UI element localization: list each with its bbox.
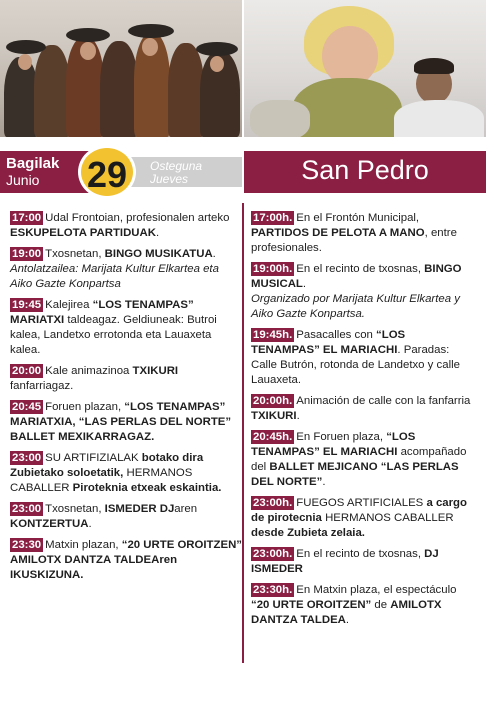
month-es: Junio [6, 172, 40, 188]
event-item [251, 394, 476, 424]
arm [250, 100, 310, 137]
weekday-es: Jueves [150, 172, 189, 186]
event-item [251, 583, 476, 628]
event-highlight: “LOS TENAMPAS” EL MARIACHI [251, 431, 416, 458]
event-item [10, 364, 242, 394]
face [18, 54, 32, 70]
event-item [251, 547, 476, 577]
event-text: FUEGOS ARTIFICIALES [296, 497, 424, 509]
event-item [10, 502, 242, 532]
event-time: 20:00h. [253, 395, 293, 407]
event-item [10, 538, 242, 583]
event-text: Foruen plazan, [45, 401, 125, 413]
event-text: Pasacalles con [296, 329, 377, 341]
event-highlight: DJ ISMEDER [251, 548, 439, 575]
event-highlight: desde Zubieta zelaia. [251, 527, 365, 539]
column-divider [242, 203, 244, 663]
event-time: 19:45 [12, 299, 42, 311]
event-text: . [155, 227, 160, 239]
event-text: acompañado del [251, 446, 467, 473]
sombrero-icon [196, 42, 238, 56]
event-text: En el Frontón Municipal, [296, 212, 420, 224]
event-time: 17:00h. [253, 212, 293, 224]
day-number: 29 [78, 145, 136, 199]
event-item [251, 496, 476, 541]
mariachi-figure [100, 41, 138, 137]
event-text: fanfarriagaz. [10, 380, 74, 392]
event-text: En el recinto de txosnas, [296, 548, 425, 560]
event-item [251, 211, 476, 256]
event-highlight: ESKUPELOTA PARTIDUAK [10, 227, 156, 239]
event-time: 23:00 [12, 503, 42, 515]
event-text: aren [174, 503, 198, 515]
events-eu [10, 211, 242, 589]
event-time: 20:00 [12, 365, 42, 377]
month-eu: Bagilak [6, 155, 60, 172]
event-text: , entre profesionales. [251, 227, 457, 254]
event-time: 17:00 [12, 212, 42, 224]
event-time: 19:00h. [253, 263, 293, 275]
event-item [10, 298, 242, 358]
event-time: 20:45 [12, 401, 42, 413]
performers-photo [244, 0, 486, 137]
face [80, 42, 96, 60]
event-highlight: BINGO MUSIKATUA [104, 248, 213, 260]
event-time: 20:45h. [253, 431, 293, 443]
event-highlight: “20 URTE OROITZEN” AMILOTX DANTZA TALDEAren IKUSKIZUNA. [10, 539, 242, 581]
event-item [10, 451, 242, 496]
event-text: de [371, 599, 391, 611]
event-item [251, 262, 476, 322]
sombrero-icon [66, 28, 110, 42]
event-time: 23:30 [12, 539, 42, 551]
sombrero-icon [128, 24, 174, 38]
event-highlight: TXIKURI [251, 410, 297, 422]
event-text: taldeagaz. Geldiuneak: Butroi kalea, Landetxo errotonda eta Lauaxeta kalea. [10, 314, 217, 356]
mariachi-photo [0, 0, 242, 137]
event-text: . [296, 410, 300, 422]
event-highlight: BINGO MUSICAL [251, 263, 462, 290]
event-item [251, 430, 476, 490]
event-time: 23:00h. [253, 548, 293, 560]
festival-title: San Pedro [301, 155, 429, 185]
event-highlight: BALLET MEJICANO “LAS PERLAS DEL NORTE” [251, 461, 459, 488]
event-highlight: “LOS TENAMPAS” MARIATXI [10, 299, 194, 326]
sombrero-icon [6, 40, 46, 54]
event-highlight: Piroteknia etxeak eskaintia. [69, 482, 222, 494]
event-text: HERMANOS CABALLER [10, 467, 193, 494]
event-item [251, 328, 476, 388]
face [210, 56, 224, 72]
event-text: En Matxin plaza, el espectáculo [296, 584, 457, 596]
event-text: Animación de calle con la fanfarria [296, 395, 471, 407]
event-highlight: TXIKURI [132, 365, 179, 377]
event-item [10, 247, 242, 292]
event-text: Matxin plazan, [45, 539, 122, 551]
event-highlight: botako dira Zubietako soloetatik, [10, 452, 204, 479]
event-highlight: ISMEDER DJ [104, 503, 175, 515]
event-text: En el recinto de txosnas, [296, 263, 425, 275]
event-text: En Foruen plaza, [296, 431, 387, 443]
event-time: 19:00 [12, 248, 42, 260]
event-time: 23:00 [12, 452, 42, 464]
event-text: Txosnetan, [45, 248, 105, 260]
festival-title-band [244, 151, 486, 193]
date-header-eu [0, 151, 242, 193]
event-text: . [302, 278, 307, 290]
event-item [10, 400, 242, 445]
event-highlight: “20 URTE OROITZEN” [251, 599, 372, 611]
event-highlight: “LOS TENAMPAS” EL MARIACHI [251, 329, 406, 356]
event-time: 23:30h. [253, 584, 293, 596]
event-text: Txosnetan, [45, 503, 105, 515]
white-shirt [394, 100, 484, 137]
events-es [251, 211, 476, 634]
event-highlight: a cargo de pirotecnia [251, 497, 467, 524]
event-text: . Paradas: Calle Butrón, rotonda de Landetxo y calle Lauaxeta. [251, 344, 460, 386]
dark-hair [414, 58, 454, 74]
event-item [10, 211, 242, 241]
mariachi-figure [168, 43, 204, 137]
event-text: . [322, 476, 326, 488]
event-time: 19:45h. [253, 329, 293, 341]
mariachi-figure [34, 45, 70, 137]
event-text: Kale animazinoa [45, 365, 133, 377]
event-time: 23:00h. [253, 497, 293, 509]
event-text: . [345, 614, 350, 626]
face [142, 38, 158, 56]
event-note: Antolatzailea: Marijata Kultur Elkartea eta Aiko Gazte Konpartsa [10, 263, 219, 290]
event-text: Udal Frontoian, profesionalen arteko [45, 212, 230, 224]
event-highlight: PARTIDOS DE PELOTA A MANO [251, 227, 425, 239]
event-highlight: “LOS TENAMPAS” MARIATXIA, “LAS PERLAS DEL NORTE” BALLET MEXIKARRAGAZ. [10, 401, 232, 443]
event-highlight: AMILOTX DANTZA TALDEA [251, 599, 442, 626]
event-text: HERMANOS CABALLER [325, 512, 454, 524]
event-highlight: KONTZERTUA [10, 518, 89, 530]
event-text: Kalejirea [45, 299, 93, 311]
event-text: . [212, 248, 216, 260]
event-text: SU ARTIFIZIALAK [45, 452, 139, 464]
event-note: Organizado por Marijata Kultur Elkartea y Aiko Gazte Konpartsa. [251, 293, 460, 320]
weekday-eu: Osteguna [150, 159, 203, 173]
event-text: . [88, 518, 92, 530]
face [322, 26, 378, 86]
